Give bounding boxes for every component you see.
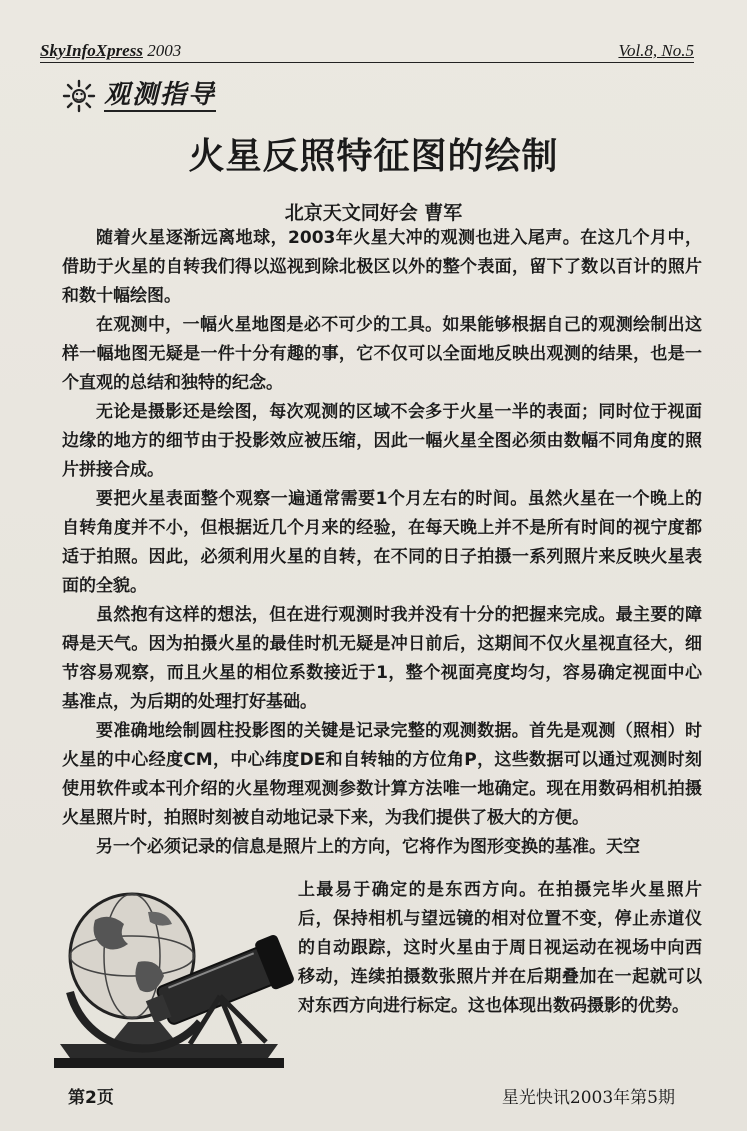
section-label: 观测指导 <box>104 80 217 110</box>
paragraph: 另一个必须记录的信息是照片上的方向，它将作为图形变换的基准。天空 <box>96 837 640 857</box>
paragraph: 要把火星表面整个观察一遍通常需要1个月左右的时间。虽然火星在一个晚上的自转角度并不小，但根据近几个月来的经验，在每天晚上并不是所有时间的视宁度都适于拍照。因此，必须利用火星的自转，在不同的日子拍摄一系列照片来反映火星表面的全貌。 <box>62 489 702 596</box>
globe-telescope-illustration <box>40 872 298 1072</box>
section-heading <box>62 78 216 114</box>
sun-icon <box>62 79 96 113</box>
paragraph: 在观测中，一幅火星地图是必不可少的工具。如果能够根据自己的观测绘制出这样一幅地图无疑是一件十分有趣的事，它不仅可以全面地反映出观测的结果，也是一个直观的总结和独特的纪念。 <box>62 315 702 393</box>
running-header <box>40 40 694 63</box>
article-wrap-text: 上最易于确定的是东西方向。在拍摄完毕火星照片后，保持相机与望远镜的相对位置不变，停止赤道仪的自动跟踪，这时火星由于周日视运动在视场中向西移动，连续拍摄数张照片并在后期叠加在一起就可以对东西方向进行标定。这也体现出数码摄影的优势。 <box>298 880 702 1016</box>
paragraph: 无论是摄影还是绘图，每次观测的区域不会多于火星一半的表面；同时位于视面边缘的地方的细节由于投影效应被压缩，因此一幅火星全图必须由数幅不同角度的照片拼接合成。 <box>62 402 702 480</box>
header-publication: SkyInfoXpress 2003 <box>40 41 182 60</box>
footer-issue: 星光快讯2003年第5期 <box>501 1088 675 1108</box>
header-issue: Vol.8, No.5 <box>618 41 694 60</box>
article-author: 北京天文同好会 曹军 <box>284 202 463 224</box>
article-title: 火星反照特征图的绘制 <box>188 136 559 177</box>
page-number: 第2页 <box>68 1088 114 1108</box>
paragraph: 随着火星逐渐远离地球，2003年火星大冲的观测也进入尾声。在这几个月中，借助于火星的自转我们得以巡视到除北极区以外的整个表面，留下了数以百计的照片和数十幅绘图。 <box>62 228 702 306</box>
article-body <box>62 224 702 862</box>
paragraph: 要准确地绘制圆柱投影图的关键是记录完整的观测数据。首先是观测（照相）时火星的中心经度CM，中心纬度DE和自转轴的方位角P，这些数据可以通过观测时刻使用软件或本刊介绍的火星物理观测参数计算方法唯一地确定。现在用数码相机拍摄火星照片时，拍照时刻被自动地记录下来，为我们提供了极大的方便。 <box>62 721 702 828</box>
paragraph: 虽然抱有这样的想法，但在进行观测时我并没有十分的把握来完成。最主要的障碍是天气。因为拍摄火星的最佳时机无疑是冲日前后，这期间不仅火星视直径大，细节容易观察，而且火星的相位系数接近于1，整个视面亮度均匀，容易确定视面中心基准点，为后期的处理打好基础。 <box>62 605 702 712</box>
